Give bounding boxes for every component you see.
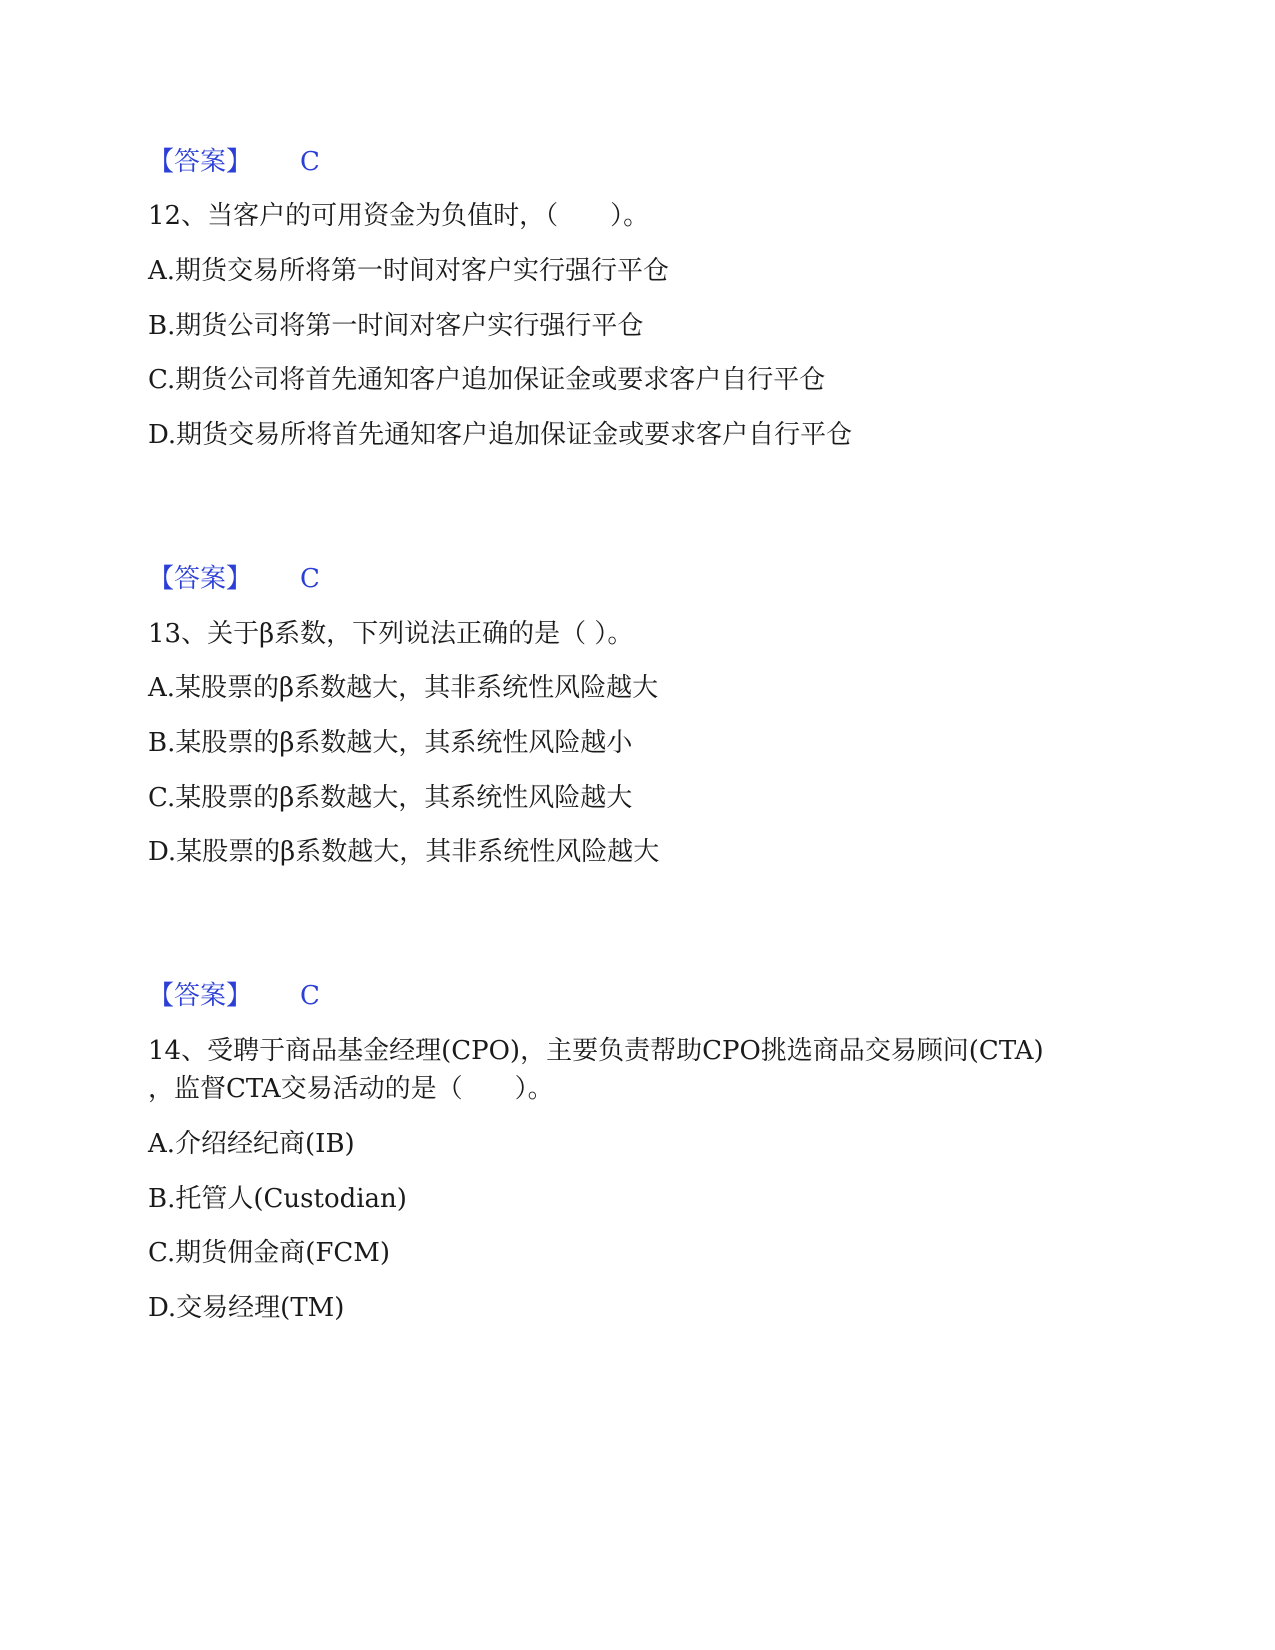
- option-d: D.期货交易所将首先通知客户追加保证金或要求客户自行平仓: [148, 420, 853, 450]
- answer-label: 【答案】: [148, 147, 253, 177]
- answer-row: [148, 979, 320, 1013]
- option-b: B.托管人(Custodian): [148, 1184, 407, 1214]
- answer-label: 【答案】: [148, 564, 253, 594]
- option-a: A.某股票的β系数越大，其非系统性风险越大: [148, 673, 659, 703]
- answer-row: [148, 562, 320, 596]
- option-d: D.交易经理(TM): [148, 1293, 345, 1323]
- option-c: C.期货公司将首先通知客户追加保证金或要求客户自行平仓: [148, 365, 826, 395]
- answer-row: [148, 145, 320, 179]
- question-text: 13、关于β系数，下列说法正确的是（ ）。: [148, 619, 634, 649]
- option-c: C.某股票的β系数越大，其系统性风险越大: [148, 783, 633, 813]
- answer-value: C: [300, 981, 320, 1011]
- answer-label: 【答案】: [148, 981, 253, 1011]
- option-c: C.期货佣金商(FCM): [148, 1238, 391, 1268]
- option-d: D.某股票的β系数越大，其非系统性风险越大: [148, 837, 660, 867]
- option-b: B.某股票的β系数越大，其系统性风险越小: [148, 728, 633, 758]
- question-text: 12、当客户的可用资金为负值时，（ ）。: [148, 201, 650, 231]
- option-a: A.介绍经纪商(IB): [148, 1129, 355, 1159]
- option-a: A.期货交易所将第一时间对客户实行强行平仓: [148, 256, 670, 286]
- question-text-continued: ，监督CTA交易活动的是（ ）。: [148, 1074, 554, 1104]
- question-text: 14、受聘于商品基金经理(CPO)，主要负责帮助CPO挑选商品交易顾问(CTA): [148, 1036, 1044, 1066]
- answer-value: C: [300, 147, 320, 177]
- option-b: B.期货公司将第一时间对客户实行强行平仓: [148, 311, 644, 341]
- answer-value: C: [300, 564, 320, 594]
